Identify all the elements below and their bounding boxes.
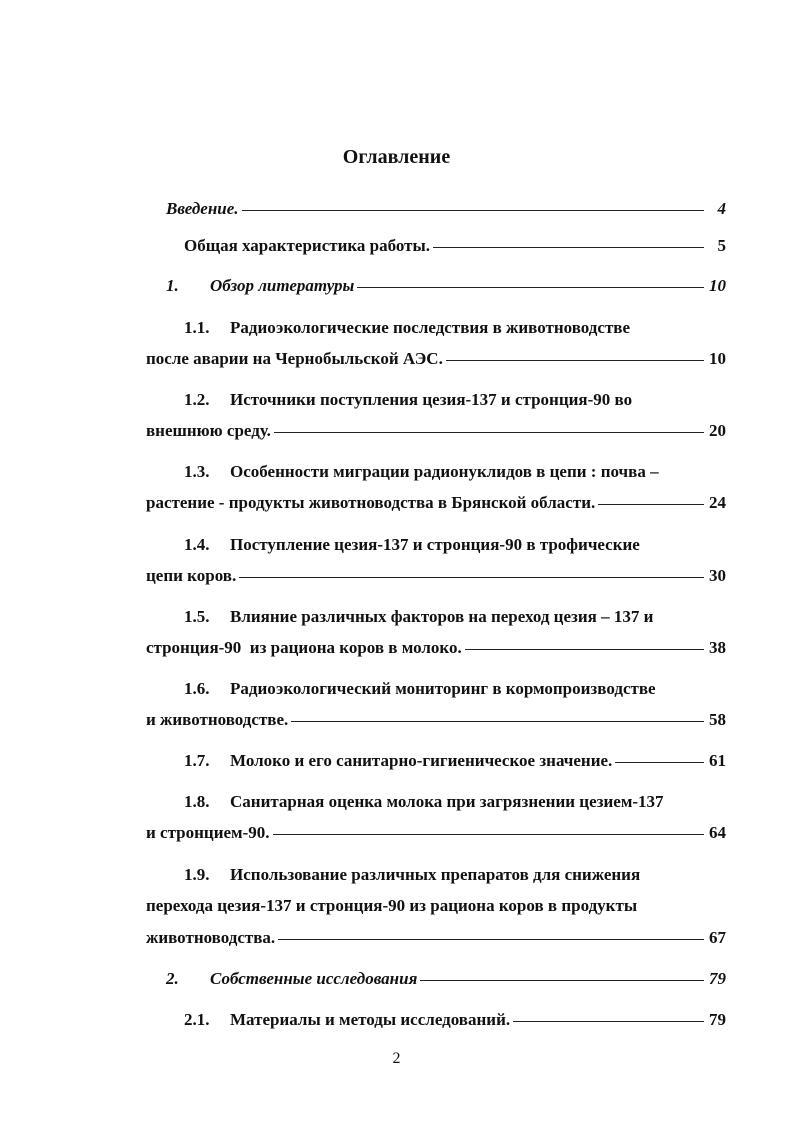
toc-page-number: 30 (709, 566, 726, 585)
toc-entry-label: Радиоэкологический мониторинг в кормопроизводстве (230, 679, 656, 698)
toc-entry-label: Особенности миграции радионуклидов в цепи : почва – (230, 462, 659, 481)
toc-page-number: 10 (709, 349, 726, 368)
toc-entry-chapter-2 (166, 969, 726, 989)
toc-entry-label: и стронцием-90. (146, 823, 270, 842)
toc-page-number: 38 (709, 638, 726, 657)
toc-entry-1-6-cont (146, 710, 726, 730)
toc-entry-label: животноводства. (146, 928, 276, 947)
dot-leader (291, 721, 704, 722)
toc-entry-label: стронция-90 из рациона коров в молоко. (146, 638, 462, 657)
toc-entry-number: 1.8. (184, 792, 210, 811)
dot-leader (278, 939, 704, 940)
dot-leader (274, 432, 704, 433)
toc-entry-number: 1.3. (184, 462, 210, 481)
toc-entry-label: Санитарная оценка молока при загрязнении цезием-137 (230, 792, 664, 811)
toc-entry-1-4-cont (146, 566, 726, 586)
toc-entry-number: 2.1. (184, 1010, 210, 1029)
toc-entry-introduction (166, 199, 726, 219)
toc-entry-label: Влияние различных факторов на переход цезия – 137 и (230, 607, 654, 626)
toc-entry-1-5 (184, 607, 726, 627)
toc-title: Оглавление (342, 146, 451, 168)
toc-entry-number: 1.7. (184, 751, 210, 770)
toc-entry-label: Обзор литературы (210, 276, 355, 295)
toc-entry-label: Радиоэкологические последствия в животноводстве (230, 318, 631, 337)
toc-entry-label: Введение. (166, 199, 239, 218)
toc-entry-1-2 (184, 390, 726, 410)
toc-entry-chapter-1 (166, 276, 726, 296)
page-number: 2 (392, 1050, 401, 1067)
toc-entry-number: 1.1. (184, 318, 210, 337)
toc-entry-label: Общая характеристика работы. (184, 236, 431, 255)
toc-entry-1-4 (184, 535, 726, 555)
toc-entry-1-2-cont (146, 421, 726, 441)
toc-entry-label: Собственные исследования (210, 969, 418, 988)
toc-entry-label: перехода цезия-137 и стронция-90 из рациона коров в продукты (146, 896, 638, 915)
dot-leader (598, 504, 704, 505)
toc-page-number: 67 (709, 928, 726, 947)
toc-entry-1-1-cont (146, 349, 726, 369)
toc-entry-label: Молоко и его санитарно-гигиеническое значение. (230, 751, 613, 770)
toc-page-number: 20 (709, 421, 726, 440)
dot-leader (433, 247, 704, 248)
toc-entry-1-9-cont (146, 896, 726, 916)
toc-page-number: 79 (709, 1010, 726, 1029)
toc-entry-1-9 (184, 865, 726, 885)
toc-entry-1-6 (184, 679, 726, 699)
toc-entry-1-7 (184, 751, 726, 771)
toc-entry-1-1 (184, 318, 726, 338)
dot-leader (465, 649, 704, 650)
dot-leader (420, 980, 704, 981)
dot-leader (273, 834, 704, 835)
toc-entry-number: 2. (166, 969, 179, 988)
toc-entry-number: 1.5. (184, 607, 210, 626)
toc-entry-general (184, 236, 726, 256)
toc-entry-1-8-cont (146, 823, 726, 843)
toc-entry-label: Источники поступления цезия-137 и стронция-90 во (230, 390, 633, 409)
toc-entry-label: цепи коров. (146, 566, 237, 585)
toc-page-number: 61 (709, 751, 726, 770)
toc-entry-number: 1.2. (184, 390, 210, 409)
dot-leader (446, 360, 704, 361)
toc-entry-1-3 (184, 462, 726, 482)
toc-entry-label: внешнюю среду. (146, 421, 271, 440)
toc-entry-number: 1.6. (184, 679, 210, 698)
toc-entry-1-9-cont2 (146, 928, 726, 948)
toc-entry-2-1 (184, 1010, 726, 1030)
toc-entry-1-3-cont (146, 493, 726, 513)
toc-entry-number: 1.9. (184, 865, 210, 884)
toc-entry-label: и животноводстве. (146, 710, 289, 729)
dot-leader (357, 287, 704, 288)
toc-page-number: 58 (709, 710, 726, 729)
dot-leader (615, 762, 704, 763)
toc-page-number: 4 (717, 199, 726, 218)
toc-entry-label: Поступление цезия-137 и стронция-90 в трофические (230, 535, 640, 554)
toc-entry-number: 1. (166, 276, 179, 295)
toc-entry-1-5-cont (146, 638, 726, 658)
toc-page-number: 79 (709, 969, 726, 988)
toc-page-number: 64 (709, 823, 726, 842)
dot-leader (513, 1021, 704, 1022)
toc-entry-label: Материалы и методы исследований. (230, 1010, 511, 1029)
toc-entry-label: после аварии на Чернобыльской АЭС. (146, 349, 443, 368)
toc-entry-number: 1.4. (184, 535, 210, 554)
dot-leader (239, 577, 704, 578)
toc-page-number: 5 (717, 236, 726, 255)
toc-entry-label: Использование различных препаратов для снижения (230, 865, 641, 884)
toc-page-number: 24 (709, 493, 726, 512)
toc-page-number: 10 (709, 276, 726, 295)
toc-entry-label: растение - продукты животноводства в Брянской области. (146, 493, 596, 512)
dot-leader (242, 210, 704, 211)
toc-entry-1-8 (184, 792, 726, 812)
